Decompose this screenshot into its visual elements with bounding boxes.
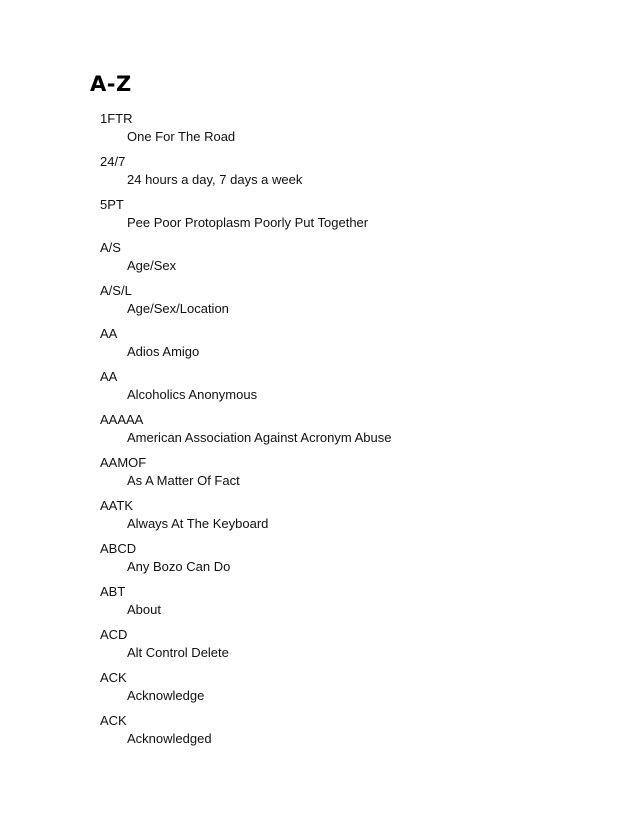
glossary-definition: American Association Against Acronym Abuse: [127, 430, 392, 445]
glossary-list: [100, 110, 600, 755]
glossary-definition: Alt Control Delete: [127, 645, 229, 660]
glossary-term: A/S/L: [100, 283, 132, 298]
glossary-entry: [100, 669, 600, 712]
glossary-term: AAMOF: [100, 455, 147, 470]
glossary-entry: [100, 411, 600, 454]
glossary-entry: [100, 239, 600, 282]
glossary-term: ABT: [100, 584, 126, 599]
glossary-entry: [100, 196, 600, 239]
glossary-definition: Always At The Keyboard: [127, 516, 269, 531]
glossary-entry: [100, 712, 600, 755]
section-heading: A-Z: [90, 72, 132, 96]
glossary-entry: [100, 110, 600, 153]
glossary-entry: [100, 153, 600, 196]
glossary-term: 1FTR: [100, 111, 133, 126]
glossary-definition: Pee Poor Protoplasm Poorly Put Together: [127, 215, 369, 230]
glossary-entry: [100, 282, 600, 325]
glossary-entry: [100, 497, 600, 540]
glossary-entry: [100, 325, 600, 368]
glossary-entry: [100, 583, 600, 626]
glossary-term: AATK: [100, 498, 133, 513]
glossary-term: ACD: [100, 627, 128, 642]
glossary-definition: Adios Amigo: [127, 344, 200, 359]
glossary-definition: Age/Sex/Location: [127, 301, 229, 316]
glossary-definition: Alcoholics Anonymous: [127, 387, 258, 402]
glossary-definition: 24 hours a day, 7 days a week: [127, 172, 303, 187]
glossary-term: AAAAA: [100, 412, 144, 427]
glossary-term: ACK: [100, 713, 127, 728]
glossary-term: ACK: [100, 670, 127, 685]
glossary-definition: About: [127, 602, 161, 617]
glossary-term: 5PT: [100, 197, 124, 212]
glossary-entry: [100, 626, 600, 669]
glossary-term: 24/7: [100, 154, 126, 169]
glossary-term: A/S: [100, 240, 121, 255]
glossary-entry: [100, 454, 600, 497]
glossary-entry: [100, 368, 600, 411]
glossary-term: AA: [100, 326, 118, 341]
glossary-definition: Acknowledged: [127, 731, 212, 746]
glossary-term: AA: [100, 369, 118, 384]
glossary-definition: One For The Road: [127, 129, 236, 144]
glossary-definition: Acknowledge: [127, 688, 205, 703]
glossary-definition: Age/Sex: [127, 258, 177, 273]
glossary-definition: As A Matter Of Fact: [127, 473, 240, 488]
glossary-entry: [100, 540, 600, 583]
glossary-term: ABCD: [100, 541, 137, 556]
glossary-definition: Any Bozo Can Do: [127, 559, 231, 574]
